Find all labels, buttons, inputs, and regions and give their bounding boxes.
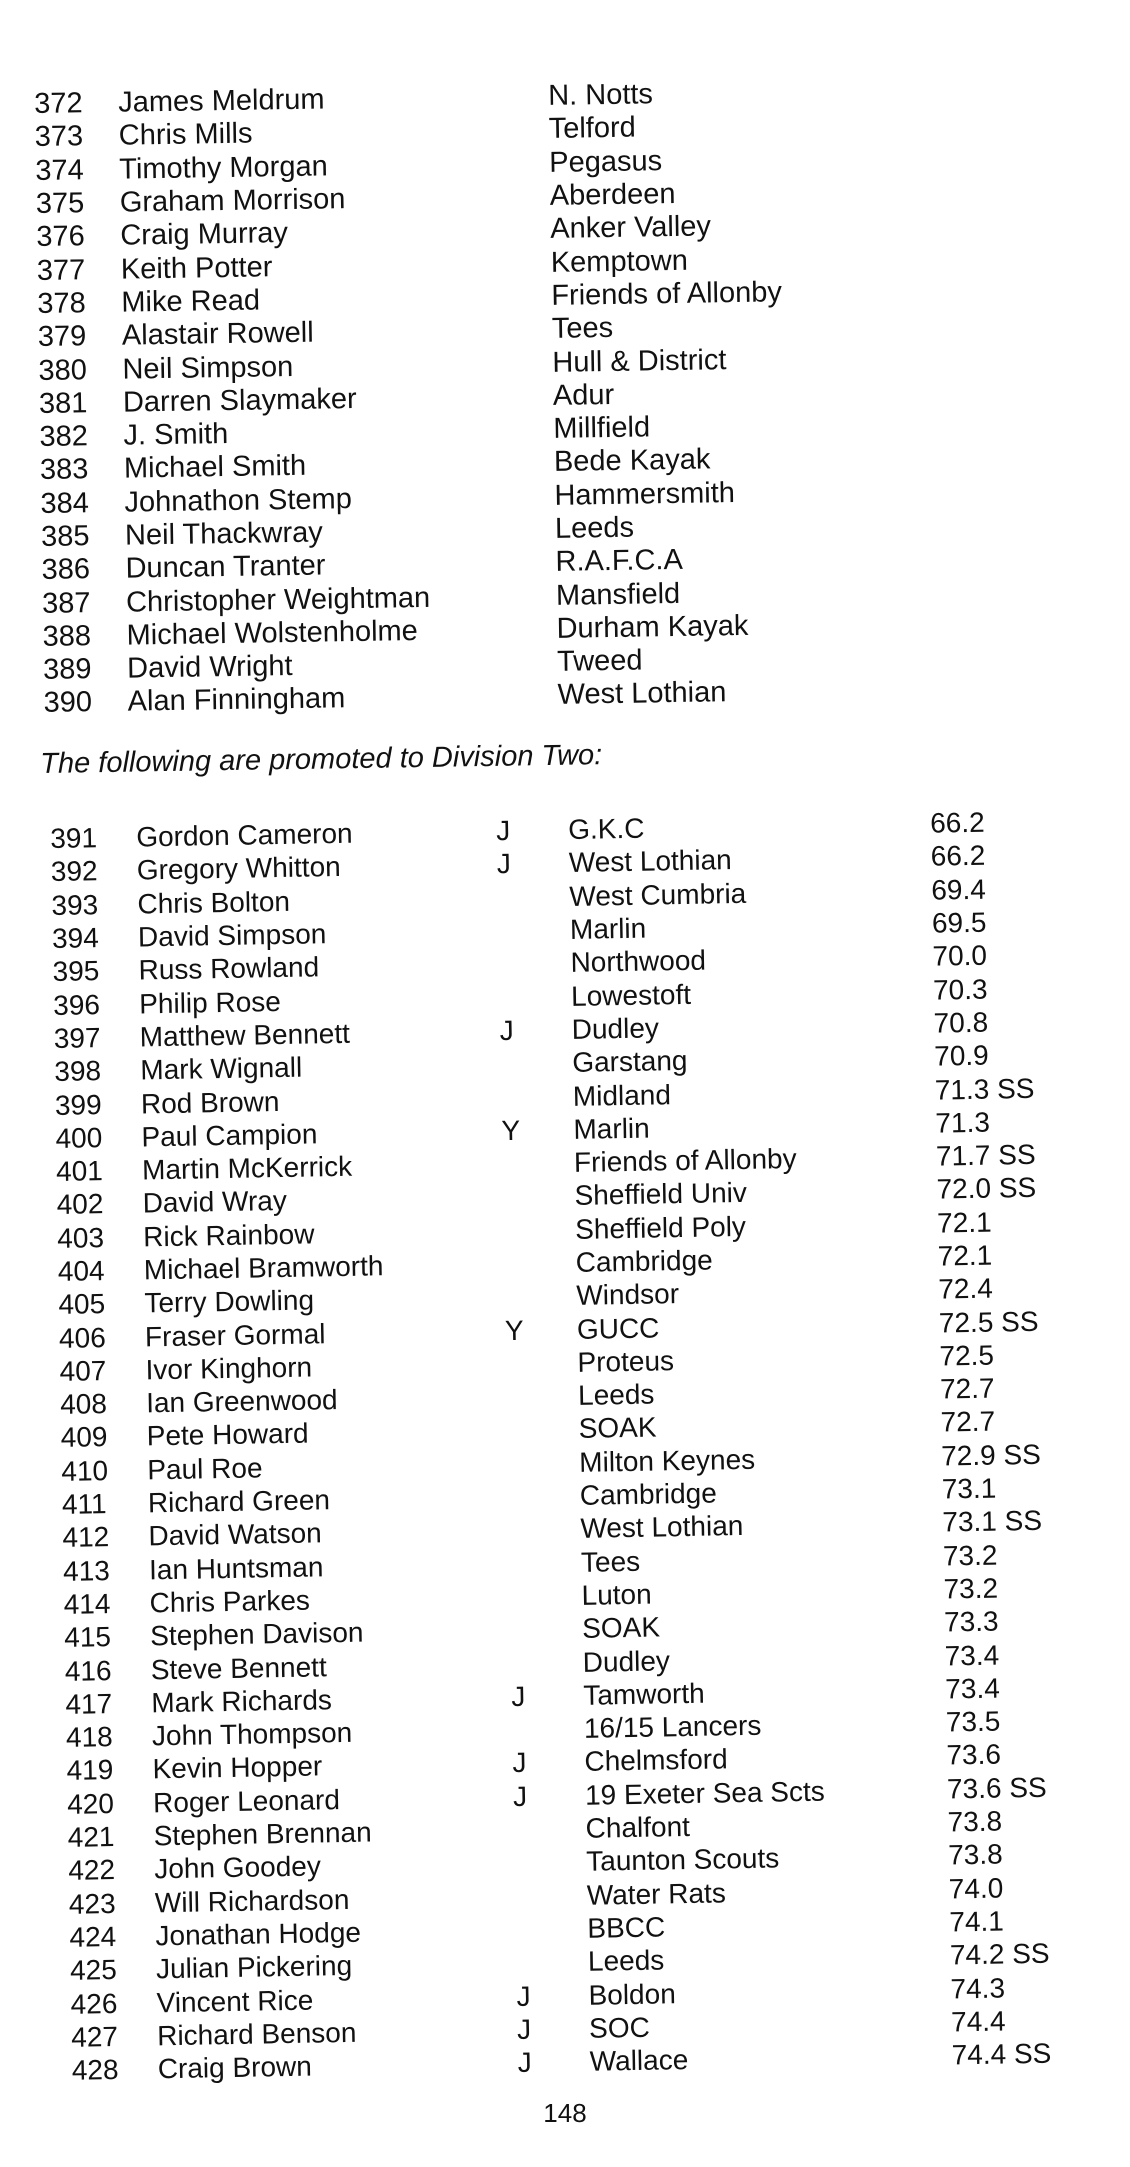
race-time: 72.9 SS (940, 1438, 1042, 1472)
club-name: Chalfont (585, 1811, 691, 1844)
age-category (508, 1529, 580, 1530)
position-number: 401 (55, 1155, 104, 1188)
competitor-name: Stephen Brennan (153, 1816, 372, 1852)
position-number: 394 (51, 922, 100, 955)
position-number: 385 (40, 520, 90, 553)
age-category (506, 1362, 578, 1363)
club-name: Dudley (582, 1644, 671, 1678)
competitor-name: Gordon Cameron (136, 817, 353, 853)
competitor-name: Michael Wolstenholme (126, 614, 419, 652)
race-time: 69.4 (931, 873, 987, 906)
competitor-name: Ivor Kinghorn (145, 1351, 313, 1386)
position-number: 409 (60, 1421, 108, 1454)
competitor-name: Graham Morrison (119, 183, 346, 219)
competitor-name: Craig Brown (157, 2050, 313, 2085)
position-number: 417 (65, 1687, 113, 1720)
club-name: Water Rats (586, 1877, 727, 1911)
race-time: 73.6 (946, 1739, 1002, 1771)
club-name: West Lothian (568, 844, 732, 879)
competitor-name: Rod Brown (140, 1085, 280, 1119)
competitor-name: Chris Mills (118, 118, 253, 153)
position-number: 406 (58, 1321, 106, 1354)
competitor-name: Michael Smith (123, 450, 307, 486)
competitor-name: Will Richardson (154, 1883, 350, 1918)
age-category (502, 1163, 574, 1164)
competitor-name: Martin McKerrick (141, 1150, 353, 1186)
race-time: 73.3 (943, 1605, 999, 1638)
position-number: 374 (35, 153, 84, 187)
race-time: 70.9 (933, 1039, 989, 1072)
age-category: J (516, 2013, 532, 2045)
competitor-name: David Wright (126, 650, 293, 685)
age-category (515, 1928, 587, 1929)
club-name: Marlin (569, 912, 647, 945)
club-name: Cambridge (579, 1477, 718, 1511)
age-category (516, 1962, 588, 1963)
age-category (499, 963, 571, 964)
age-category (510, 1629, 582, 1630)
club-name: Pegasus (548, 144, 663, 179)
competitor-name: Mike Read (121, 284, 261, 319)
club-name: Cambridge (575, 1244, 713, 1278)
club-name: Hull & District (552, 343, 727, 379)
competitor-name: Neil Simpson (122, 350, 294, 386)
club-name: Hammersmith (554, 476, 736, 512)
competitor-name: Paul Campion (141, 1118, 318, 1153)
competitor-name: Keith Potter (120, 250, 273, 286)
race-time: 71.7 SS (935, 1138, 1036, 1172)
competitor-name: Ian Greenwood (145, 1384, 338, 1419)
club-name: Chelmsford (584, 1743, 728, 1778)
competitor-name: Darren Slaymaker (122, 382, 357, 419)
race-time: 74.4 SS (951, 2037, 1052, 2071)
age-category (508, 1495, 580, 1496)
club-name: Leeds (587, 1944, 665, 1978)
club-name: Leeds (577, 1378, 655, 1412)
competitor-name: Craig Murray (120, 217, 289, 252)
club-name: Bede Kayak (553, 443, 711, 479)
club-name: R.A.F.C.A (555, 544, 684, 579)
competitor-name: Vincent Rice (156, 1984, 314, 2018)
race-time: 69.5 (931, 906, 987, 939)
race-time: 73.2 (942, 1539, 998, 1572)
competitor-name: David Simpson (137, 918, 327, 953)
club-name: G.K.C (567, 812, 645, 846)
competitor-name: Alan Finningham (127, 682, 346, 719)
results-list-part-one (34, 72, 1044, 720)
position-number: 411 (61, 1488, 107, 1520)
position-number: 412 (62, 1521, 110, 1554)
promotion-heading: The following are promoted to Division Two: (40, 739, 603, 780)
club-name: Tees (580, 1545, 641, 1578)
club-name: Mansfield (555, 577, 681, 612)
club-name: Durham Kayak (556, 609, 749, 645)
race-time: 72.5 SS (938, 1305, 1039, 1339)
competitor-name: Philip Rose (138, 985, 282, 1020)
age-category (504, 1262, 576, 1263)
club-name: SOC (588, 2011, 651, 2044)
position-number: 410 (61, 1454, 109, 1487)
competitor-name: Mark Richards (151, 1684, 333, 1719)
race-time: 73.1 (941, 1472, 997, 1505)
club-name: Telford (548, 111, 637, 146)
competitor-name: Johnathon Stemp (124, 482, 353, 519)
club-name: Friends of Allonby (573, 1143, 797, 1179)
race-time: 73.4 (944, 1672, 1001, 1705)
competitor-name: David Watson (148, 1517, 322, 1552)
club-name: Windsor (576, 1278, 680, 1312)
club-name: SOAK (581, 1611, 661, 1645)
age-category: J (512, 1747, 527, 1779)
club-name: Tweed (556, 644, 643, 679)
club-name: Garstang (572, 1045, 688, 1079)
race-time: 72.1 (937, 1239, 993, 1272)
age-category: J (516, 1980, 531, 2012)
race-time: 73.5 (945, 1705, 1001, 1738)
competitor-name: Russ Rowland (138, 951, 320, 986)
competitor-name: Mark Wignall (140, 1051, 303, 1086)
age-category (511, 1662, 583, 1663)
club-name: SOAK (578, 1411, 657, 1445)
club-name: West Lothian (580, 1510, 744, 1545)
competitor-name: Timothy Morgan (119, 150, 328, 186)
position-number: 426 (70, 1987, 118, 2020)
club-name: Marlin (573, 1112, 650, 1145)
club-name: Aberdeen (549, 177, 676, 212)
competitor-name: Kevin Hopper (152, 1750, 323, 1785)
age-category: J (517, 2046, 532, 2079)
competitor-name: Michael Bramworth (143, 1250, 384, 1286)
position-number: 420 (66, 1787, 115, 1820)
promoted-results-table (50, 804, 1130, 2088)
position-number: 414 (63, 1588, 111, 1620)
age-category (507, 1429, 579, 1430)
club-name: West Lothian (557, 676, 727, 712)
competitor-name: Terry Dowling (144, 1284, 315, 1319)
position-number: 399 (54, 1088, 102, 1121)
competitor-name: David Wray (142, 1185, 288, 1219)
competitor-name: Jonathan Hodge (155, 1916, 362, 1952)
position-number: 418 (65, 1721, 113, 1754)
club-name: Lowestoft (570, 978, 692, 1012)
competitor-name: Neil Thackwray (124, 516, 323, 552)
club-name: Wallace (589, 2044, 689, 2077)
position-number: 422 (68, 1854, 116, 1887)
club-name: West Cumbria (569, 877, 747, 912)
competitor-name: John Goodey (154, 1850, 322, 1885)
position-number: 423 (68, 1887, 116, 1920)
position-number: 382 (39, 420, 89, 454)
position-number: 383 (39, 453, 89, 487)
competitor-name: Richard Green (147, 1484, 331, 1519)
position-number: 372 (34, 87, 83, 121)
club-name: Tees (551, 312, 614, 346)
club-name: Luton (581, 1578, 652, 1611)
club-name: Proteus (577, 1345, 675, 1378)
age-category (498, 929, 570, 930)
position-number: 373 (34, 120, 84, 154)
page-number: 148 (543, 2098, 587, 2128)
club-name: GUCC (576, 1312, 660, 1345)
race-time: 74.4 (950, 2005, 1006, 2038)
position-number: 421 (67, 1821, 115, 1853)
age-category (507, 1462, 579, 1463)
competitor-name: Steve Bennett (150, 1650, 327, 1685)
age-category (515, 1895, 587, 1896)
position-number: 386 (41, 553, 91, 587)
competitor-name: Chris Parkes (149, 1584, 311, 1619)
club-name: Northwood (570, 944, 707, 979)
race-time: 72.1 (936, 1206, 992, 1239)
position-number: 402 (56, 1188, 104, 1221)
club-name: Anker Valley (550, 210, 712, 246)
position-number: 400 (55, 1121, 103, 1154)
position-number: 398 (54, 1055, 102, 1088)
age-category (497, 896, 569, 897)
race-time: 73.6 SS (946, 1771, 1047, 1805)
position-number: 393 (51, 888, 99, 921)
position-number: 407 (59, 1354, 107, 1387)
position-number: 384 (40, 486, 90, 520)
club-name: Friends of Allonby (551, 276, 783, 312)
competitor-name: Fraser Gormal (144, 1317, 326, 1353)
competitor-name: James Meldrum (117, 83, 325, 119)
race-time: 73.8 (947, 1838, 1003, 1871)
race-time: 74.2 SS (949, 1937, 1050, 1971)
club-name: Dudley (571, 1012, 660, 1045)
club-name: Kemptown (550, 244, 689, 279)
competitor-name: Rick Rainbow (142, 1218, 315, 1253)
position-number: 376 (36, 220, 85, 254)
position-number: 419 (66, 1754, 114, 1787)
club-name: Midland (572, 1078, 672, 1112)
competitor-name: John Thompson (151, 1717, 353, 1752)
age-category: Y (501, 1114, 521, 1146)
club-name: Adur (552, 378, 615, 412)
competitor-name: Chris Bolton (137, 885, 291, 920)
competitor-name: Roger Leonard (152, 1783, 341, 1819)
age-category: J (511, 1680, 526, 1712)
position-number: 413 (62, 1554, 111, 1587)
position-number: 397 (53, 1022, 101, 1054)
age-category (510, 1595, 582, 1596)
competitor-name: Paul Roe (147, 1452, 263, 1486)
competitor-name: Duncan Tranter (125, 549, 326, 585)
age-category: J (499, 1014, 514, 1047)
position-number: 396 (52, 988, 101, 1021)
position-number: 403 (56, 1221, 105, 1254)
position-number: 416 (64, 1654, 112, 1687)
age-category (504, 1296, 576, 1297)
age-category: J (512, 1780, 528, 1812)
age-category (501, 1096, 573, 1097)
position-number: 408 (59, 1388, 108, 1421)
club-name: Tamworth (583, 1677, 705, 1711)
club-name: Leeds (554, 511, 635, 545)
competitor-name: Christopher Weightman (125, 581, 431, 619)
position-number: 405 (58, 1288, 106, 1321)
position-number: 427 (70, 2020, 119, 2053)
age-category: J (496, 848, 512, 880)
position-number: 404 (57, 1255, 105, 1287)
age-category (503, 1196, 575, 1197)
competitor-name: Julian Pickering (155, 1950, 353, 1985)
race-time: 74.0 (948, 1872, 1004, 1905)
race-time: 72.7 (940, 1406, 996, 1439)
competitor-name: Stephen Davison (149, 1616, 364, 1652)
position-number: 428 (71, 2054, 119, 2086)
race-time: 71.3 SS (934, 1072, 1035, 1106)
race-time: 74.3 (950, 1972, 1006, 2004)
position-number: 391 (50, 822, 98, 855)
position-number: 415 (63, 1621, 112, 1654)
position-number: 379 (37, 320, 87, 354)
age-category: Y (504, 1314, 524, 1346)
club-name: Sheffield Univ (574, 1177, 748, 1212)
position-number: 392 (50, 855, 98, 888)
position-number: 380 (38, 353, 88, 387)
club-name: Boldon (588, 1977, 676, 2011)
club-name: Taunton Scouts (585, 1842, 780, 1878)
club-name: BBCC (587, 1911, 666, 1944)
race-time: 73.1 SS (942, 1505, 1043, 1538)
competitor-name: Pete Howard (146, 1418, 309, 1452)
race-time: 74.1 (949, 1905, 1005, 1938)
position-number: 375 (35, 187, 85, 221)
competitor-name: Gregory Whitton (136, 851, 341, 886)
competitor-name: Richard Benson (156, 2016, 357, 2052)
position-number: 377 (36, 253, 86, 287)
position-number: 381 (38, 387, 88, 420)
race-time: 66.2 (930, 840, 986, 873)
race-time: 66.2 (929, 806, 985, 839)
age-category (503, 1229, 575, 1230)
position-number: 425 (69, 1954, 118, 1987)
competitor-name: J. Smith (123, 418, 229, 452)
competitor-name: Alastair Rowell (121, 316, 314, 352)
age-category: J (495, 815, 511, 847)
club-name: Millfield (553, 411, 651, 445)
race-time: 72.7 (939, 1372, 995, 1405)
age-category (506, 1396, 578, 1397)
position-number: 395 (52, 955, 100, 988)
race-time: 73.4 (944, 1639, 1000, 1672)
race-time: 71.3 (935, 1106, 991, 1139)
age-category (512, 1728, 584, 1729)
age-category (500, 1063, 572, 1064)
club-name: Milton Keynes (578, 1443, 756, 1478)
race-time: 72.5 (939, 1339, 995, 1372)
position-number: 378 (37, 287, 87, 320)
club-name: 19 Exeter Sea Scts (584, 1775, 825, 1811)
club-name: 16/15 Lancers (583, 1709, 762, 1744)
race-time: 73.2 (943, 1572, 999, 1605)
age-category (514, 1828, 586, 1829)
competitor-name: Ian Huntsman (148, 1551, 324, 1586)
club-name: N. Notts (547, 78, 654, 113)
position-number: 388 (42, 620, 92, 653)
race-time: 72.0 SS (936, 1172, 1037, 1205)
race-time: 73.8 (947, 1805, 1003, 1838)
age-category (514, 1862, 586, 1863)
club-name: Sheffield Poly (574, 1210, 747, 1245)
race-time: 70.8 (933, 1006, 989, 1039)
age-category (509, 1562, 581, 1563)
position-number: 390 (43, 686, 93, 720)
race-time: 70.0 (932, 939, 988, 972)
position-number: 424 (69, 1920, 117, 1953)
position-number: 387 (41, 586, 91, 620)
age-category (499, 996, 571, 997)
race-time: 70.3 (932, 973, 988, 1006)
position-number: 389 (42, 653, 92, 687)
competitor-name: Matthew Bennett (139, 1017, 351, 1053)
race-time: 72.4 (938, 1272, 994, 1305)
